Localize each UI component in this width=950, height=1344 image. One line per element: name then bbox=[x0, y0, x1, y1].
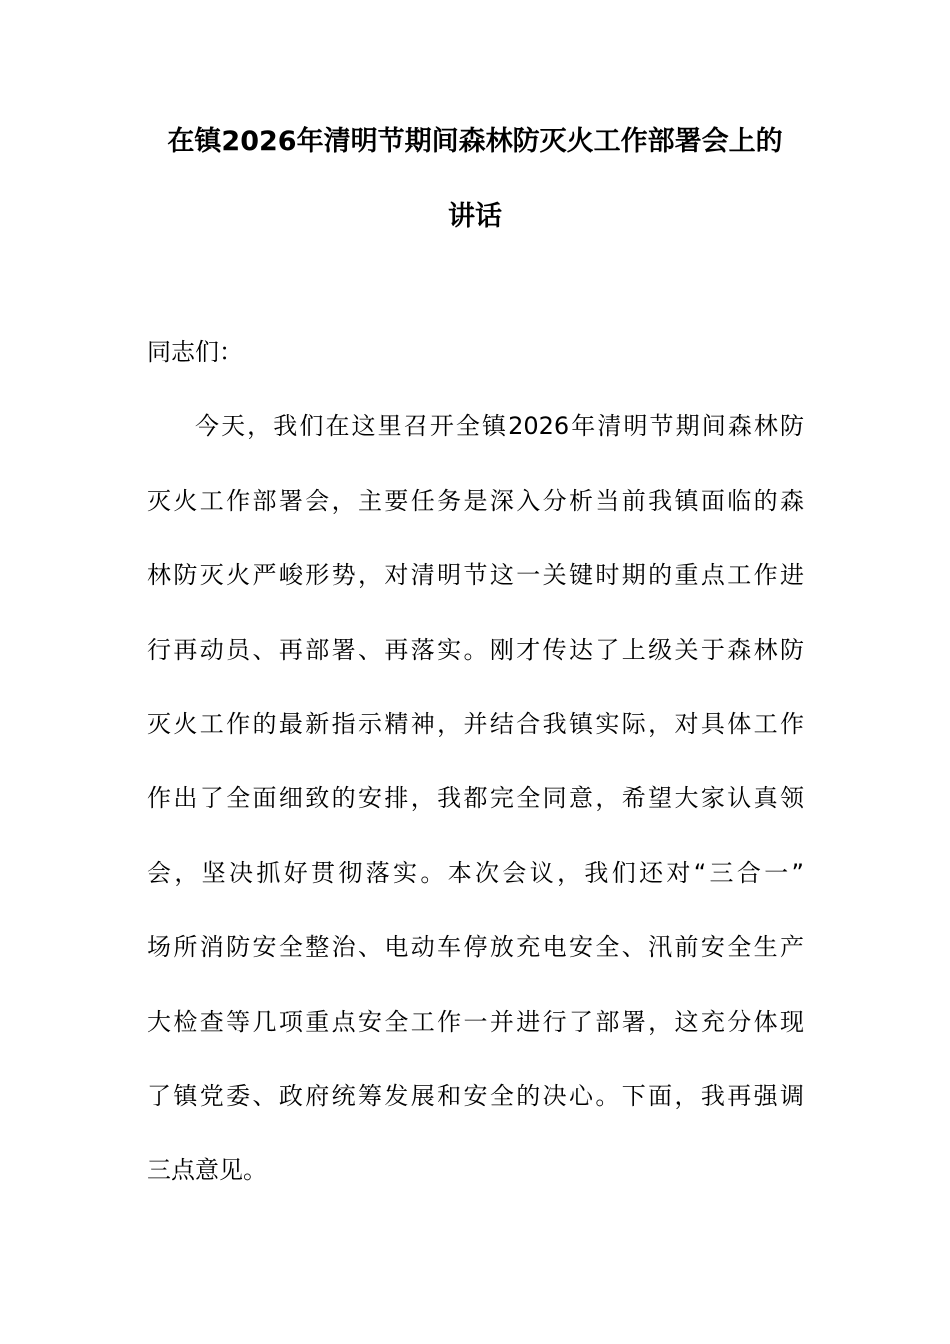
document-title-line-1: 在镇2026年清明节期间森林防灭火工作部署会上的 bbox=[167, 126, 783, 157]
paragraph-line: 灭火工作部署会，主要任务是深入分析当前我镇面临的森 bbox=[147, 486, 804, 515]
salutation: 同志们： bbox=[147, 338, 243, 366]
paragraph-line: 行再动员、再部署、再落实。刚才传达了上级关于森林防 bbox=[147, 635, 804, 664]
paragraph-line: 场所消防安全整治、电动车停放充电安全、汛前安全生产 bbox=[147, 933, 804, 962]
paragraph-line: 林防灭火严峻形势，对清明节这一关键时期的重点工作进 bbox=[147, 561, 804, 590]
paragraph-line: 会，坚决抓好贯彻落实。本次会议，我们还对“三合一” bbox=[147, 858, 804, 887]
paragraph-line: 大检查等几项重点安全工作一并进行了部署，这充分体现 bbox=[147, 1007, 804, 1036]
paragraph-line: 今天，我们在这里召开全镇2026年清明节期间森林防 bbox=[195, 412, 804, 441]
paragraph-line: 灭火工作的最新指示精神，并结合我镇实际，对具体工作 bbox=[147, 709, 804, 738]
paragraph-line: 作出了全面细致的安排，我都完全同意，希望大家认真领 bbox=[147, 784, 804, 813]
document-title-line-2: 讲话 bbox=[448, 201, 502, 232]
document-body bbox=[147, 333, 804, 1226]
paragraph-line: 三点意见。 bbox=[147, 1156, 267, 1185]
paragraph-line: 了镇党委、政府统筹发展和安全的决心。下面，我再强调 bbox=[147, 1081, 804, 1110]
